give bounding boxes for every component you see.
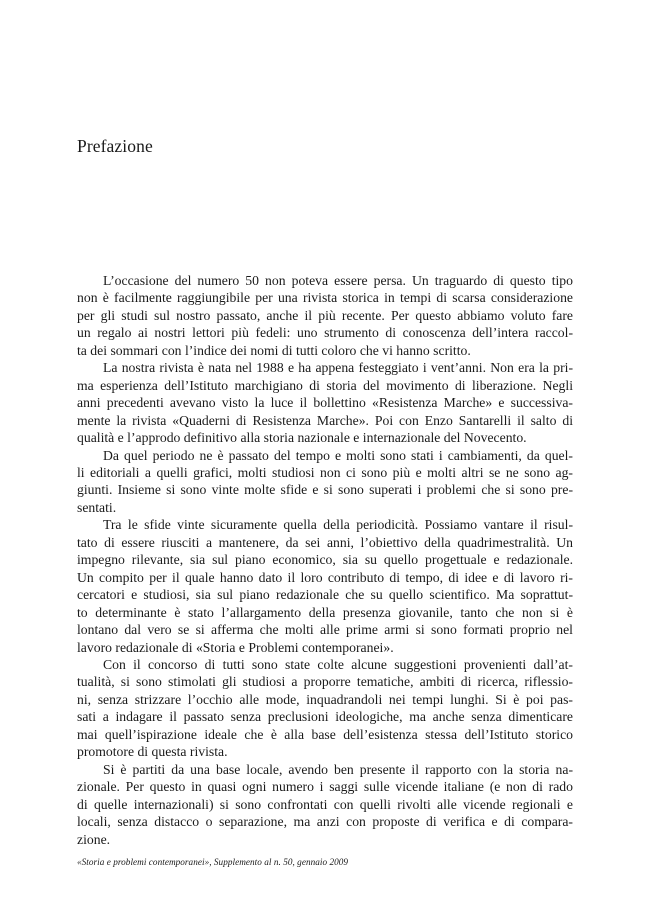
paragraph-line: mente la rivista «Quaderni di Resistenza Marche». Poi con Enzo Santarelli il salto di (77, 412, 573, 428)
paragraph-line: non è facilmente raggiungibile per una rivista storica in tempi di scarsa considerazione (77, 290, 573, 306)
paragraph-line: anni precedenti avevano visto la luce il bollettino «Resistenza Marche» e successiva- (77, 395, 573, 411)
paragraph-5 (77, 656, 573, 761)
paragraph-4 (77, 516, 573, 656)
paragraph-line: qualità e l’approdo definitivo alla storia nazionale e internazionale del Novecento. (77, 430, 527, 446)
paragraph-line: li editoriali a quelli grafici, molti studiosi non ci sono più e molti altri se ne sono ag- (77, 464, 573, 480)
paragraph-line: sati a indagare il passato senza preclusioni ideologiche, ma anche senza dimenticare (77, 709, 573, 725)
body-text (77, 272, 573, 848)
paragraph-line: L’occasione del numero 50 non poteva essere persa. Un traguardo di questo tipo (103, 273, 573, 288)
page-footer: «Storia e problemi contemporanei», Supplemento al n. 50, gennaio 2009 (77, 857, 349, 867)
paragraph-line: lavoro redazionale di «Storia e Problemi contemporanei». (77, 639, 394, 655)
paragraph-line: per gli studi sul nostro passato, anche il più recente. Per questo abbiamo voluto fare (77, 307, 573, 323)
paragraph-6 (77, 761, 573, 848)
paragraph-line: Si è partiti da una base locale, avendo ben presente il rapporto con la storia na- (103, 761, 573, 777)
paragraph-line: impegno rilevante, sia sul piano economico, sia su quello progettuale e redazionale. (77, 552, 573, 568)
paragraph-1 (77, 272, 573, 359)
paragraph-3 (77, 447, 573, 517)
paragraph-line: promotore di questa rivista. (77, 744, 228, 760)
paragraph-line: Da quel periodo ne è passato del tempo e molti sono stati i cambiamenti, da quel- (103, 447, 573, 463)
paragraph-line: di quelle internazionali) si sono confrontati con quelli rivolti alle vicende regionali e (77, 796, 573, 812)
paragraph-line: ma esperienza dell’Istituto marchigiano di storia del movimento di liberazione. Negli (77, 377, 573, 393)
paragraph-line: sentati. (77, 499, 117, 515)
paragraph-line: zione. (77, 831, 111, 847)
paragraph-line: ta dei sommari con l’indice dei nomi di tutti coloro che vi hanno scritto. (77, 342, 471, 358)
paragraph-line: locali, senza distacco o separazione, ma anzi con proposte di verifica e di compara- (77, 814, 573, 830)
page-title: Prefazione (77, 136, 153, 156)
paragraph-line: lontano dal vero se si afferma che molti alle prime armi si sono formati proprio nel (77, 622, 573, 638)
paragraph-line: zionale. Per questo in quasi ogni numero i saggi sulle vicende italiane (e non di rado (77, 779, 573, 795)
paragraph-line: Un compito per il quale hanno dato il loro contributo di tempo, di idee e di lavoro ri- (77, 569, 573, 585)
paragraph-line: mai quell’ispirazione ideale che è alla base dell’esistenza stessa dell’Istituto storico (77, 726, 573, 742)
paragraph-line: tato di essere riusciti a mantenere, da sei anni, l’obiettivo della quadrimestralità. Un (77, 534, 573, 550)
paragraph-line: un regalo ai nostri lettori più fedeli: uno strumento di conoscenza dell’intera raccol- (77, 325, 573, 341)
paragraph-line: ni, senza strizzare l’occhio alle mode, inquadrandoli nei tempi lunghi. Si è poi pas- (77, 691, 573, 707)
paragraph-line: tualità, si sono stimolati gli studiosi a proporre tematiche, ambiti di ricerca, riflessio- (77, 674, 573, 690)
paragraph-line: La nostra rivista è nata nel 1988 e ha appena festeggiato i vent’anni. Non era la pri- (103, 360, 573, 376)
paragraph-2 (77, 359, 573, 446)
paragraph-line: to determinante è stato l’allargamento della presenza giovanile, tanto che non si è (77, 604, 573, 620)
paragraph-line: cercatori e studiosi, sia sul piano redazionale che su quello scientifico. Ma soprattut- (77, 587, 573, 603)
paragraph-line: Tra le sfide vinte sicuramente quella della periodicità. Possiamo vantare il risul- (103, 517, 573, 533)
paragraph-line: Con il concorso di tutti sono state colte alcune suggestioni provenienti dall’at- (103, 656, 573, 672)
paragraph-line: giunti. Insieme si sono vinte molte sfide e si sono superati i problemi che si sono pre- (77, 482, 573, 498)
